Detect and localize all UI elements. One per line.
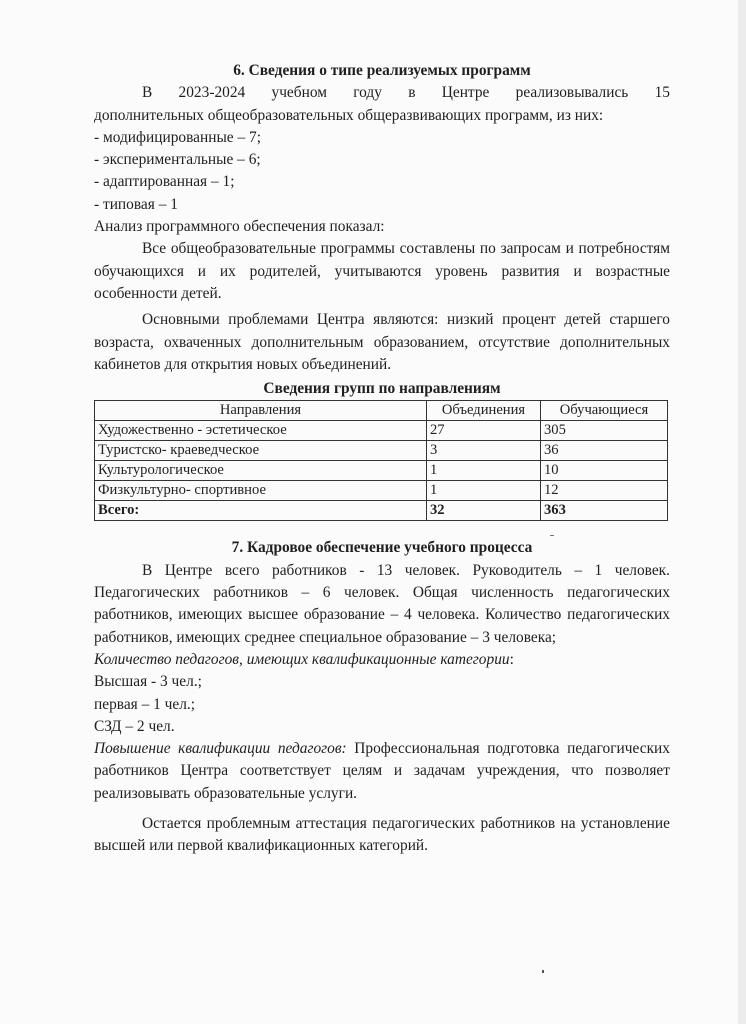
program-list-item: - адаптированная – 1; <box>94 173 235 191</box>
program-list-item: - модифицированные – 7; <box>94 128 262 146</box>
table-total-row <box>95 501 668 521</box>
table-cell: 1 <box>427 461 541 481</box>
table-header-cell: Объединения <box>427 401 541 421</box>
program-list-item: - типовая – 1 <box>94 195 178 213</box>
category-item: Высшая - 3 чел.; <box>94 673 202 691</box>
section7-title: 7. Кадровое обеспечение учебного процесса <box>231 539 533 557</box>
categories-label: Количество педагогов, имеющих квалификационные категории <box>94 650 510 668</box>
table-cell: 10 <box>541 461 668 481</box>
table-header-cell: Обучающиеся <box>541 401 668 421</box>
analysis-label: Анализ программного обеспечения показал: <box>94 218 385 236</box>
program-list-item: - экспериментальные – 6; <box>94 151 261 169</box>
table-row <box>95 461 668 481</box>
table-cell: 3 <box>427 441 541 461</box>
table-title: Сведения групп по направлениям <box>263 380 501 398</box>
qualification-text: Профессиональная подготовка педагогических работников Центра соответствует целям и задачам учреждения, что позволяет реализовывать образовательные услуги. <box>94 740 670 802</box>
section7-last-paragraph: Остается проблемным аттестация педагогических работников на установление высшей или первой квалификационных категорий. <box>94 815 670 855</box>
table-cell: 12 <box>541 481 668 501</box>
document-body <box>94 60 670 858</box>
table-cell: 305 <box>541 421 668 441</box>
category-item: СЗД – 2 чел. <box>94 717 175 735</box>
section6-paragraph-2: Основными проблемами Центра являются: низкий процент детей старшего возраста, охваченных дополнительным образованием, отсутствие дополнительных кабинетов для открытия новых объединений. <box>94 311 670 373</box>
categories-colon: : <box>509 650 514 668</box>
scan-speck <box>542 970 544 973</box>
table-cell: Культурологическое <box>95 461 427 481</box>
section6-intro-line1: В 2023-2024 учебном году в Центре реализовывались 15 <box>142 84 670 102</box>
section6-intro-line2: дополнительных общеобразовательных общеразвивающих программ, из них: <box>94 106 604 124</box>
table-cell: Художественно - эстетическое <box>95 421 427 441</box>
table-header-row <box>95 401 668 421</box>
qualification-label: Повышение квалификации педагогов: <box>94 740 347 758</box>
table-row <box>95 421 668 441</box>
table-cell: 32 <box>427 501 541 521</box>
table-cell: 363 <box>541 501 668 521</box>
table-cell: 1 <box>427 481 541 501</box>
table-row <box>95 481 668 501</box>
qualification-paragraph <box>94 738 670 805</box>
category-item: первая – 1 чел.; <box>94 695 196 713</box>
page-edge-shadow <box>738 0 746 1024</box>
table-cell: Физкультурно- спортивное <box>95 481 427 501</box>
table-cell: Туристско- краеведческое <box>95 441 427 461</box>
table-cell: 36 <box>541 441 668 461</box>
section6-paragraph-1: Все общеобразовательные программы составлены по запросам и потребностям обучающихся и их родителей, учитываются уровень развития и возрастные особенности детей. <box>94 240 670 302</box>
table-cell: Всего: <box>95 501 427 521</box>
section7-paragraph-1: В Центре всего работников - 13 человек. Руководитель – 1 человек. Педагогических работников – 6 человек. Общая численность педагогических работников, имеющих высшее образование – 4 человека. Количество педагогических работников, имеющих среднее специальное образование – 3 человека; <box>94 561 670 646</box>
groups-table <box>94 400 668 521</box>
table-cell: 27 <box>427 421 541 441</box>
categories-line <box>94 649 670 671</box>
table-header-cell: Направления <box>95 401 427 421</box>
table-row <box>95 441 668 461</box>
section6-title: 6. Сведения о типе реализуемых программ <box>233 62 531 79</box>
